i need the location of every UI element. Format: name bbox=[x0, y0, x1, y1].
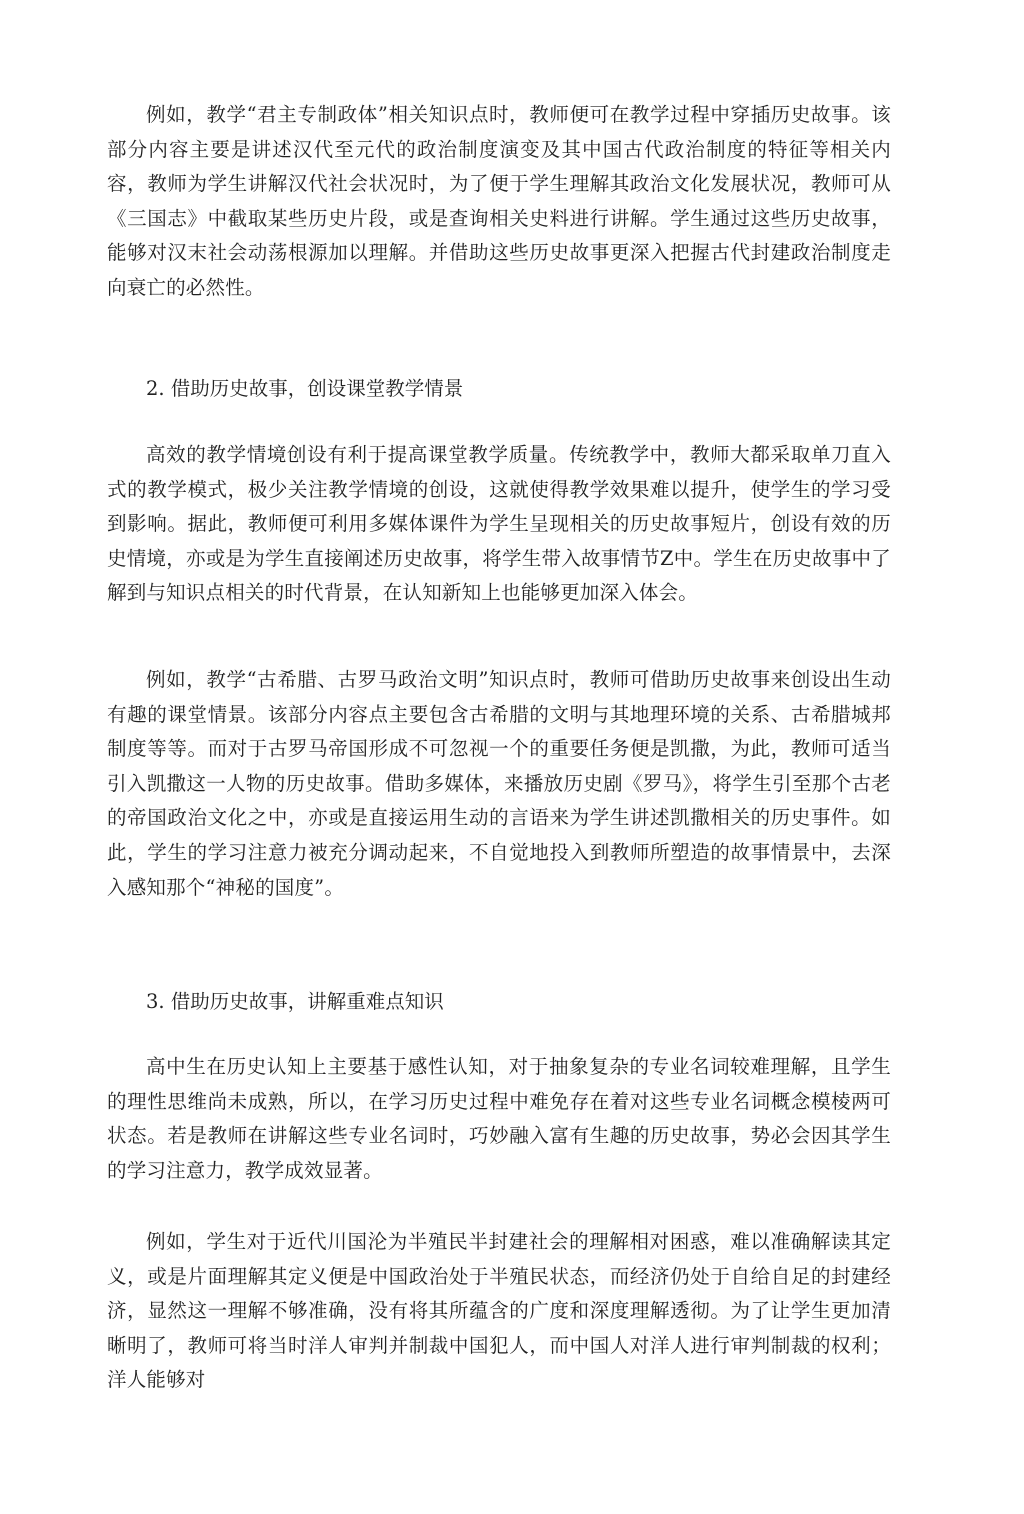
paragraph-semi-colonial-example: 例如，学生对于近代川国沦为半殖民半封建社会的理解相对困惑，难以准确解读其定义，或是片面理解其定义便是中国政治处于半殖民状态，而经济仍处于自给自足的封建经济，显然这一理解不够准确，没有将其所蕴含的广度和深度理解透彻。为了让学生更加清晰明了，教师可将当时洋人审判并制裁中国犯人，而中国人对洋人进行审判制裁的权利；洋人能够对 bbox=[107, 1230, 891, 1392]
section-heading-3: 3. 借助历史故事，讲解重难点知识 bbox=[146, 990, 444, 1013]
paragraph-greece-rome-example: 例如，教学“古希腊、古罗马政治文明”知识点时，教师可借助历史故事来创设出生动有趣的课堂情景。该部分内容点主要包含古希腊的文明与其地理环境的关系、古希腊城邦制度等等。而对于古罗马帝国形成不可忽视一个的重要任务便是凯撒，为此，教师可适当引入凯撒这一人物的历史故事。借助多媒体，来播放历史剧《罗马》，将学生引至那个古老的帝国政治文化之中，亦或是直接运用生动的言语来为学生讲述凯撒相关的历史事件。如此，学生的学习注意力被充分调动起来，不自觉地投入到教师所塑造的故事情景中，去深入感知那个“神秘的国度”。 bbox=[107, 668, 891, 899]
paragraph-teaching-context: 高效的教学情境创设有利于提高课堂教学质量。传统教学中，教师大都采取单刀直入式的教学模式，极少关注教学情境的创设，这就使得教学效果难以提升，使学生的学习受到影响。据此，教师便可利用多媒体课件为学生呈现相关的历史故事短片，创设有效的历史情境，亦或是为学生直接阐述历史故事，将学生带入故事情节Z中。学生在历史故事中了解到与知识点相关的时代背景，在认知新知上也能够更加深入体会。 bbox=[107, 443, 891, 605]
paragraph-key-knowledge: 高中生在历史认知上主要基于感性认知，对于抽象复杂的专业名词较难理解，且学生的理性思维尚未成熟，所以，在学习历史过程中难免存在着对这些专业名词概念模棱两可状态。若是教师在讲解这些专业名词时，巧妙融入富有生趣的历史故事，势必会因其学生的学习注意力，教学成效显著。 bbox=[107, 1055, 891, 1182]
section-heading-2: 2. 借助历史故事，创设课堂教学情景 bbox=[146, 377, 464, 400]
paragraph-monarchy-example: 例如，教学“君主专制政体”相关知识点时，教师便可在教学过程中穿插历史故事。该部分内容主要是讲述汉代至元代的政治制度演变及其中国古代政治制度的特征等相关内容，教师为学生讲解汉代社会状况时，为了便于学生理解其政治文化发展状况，教师可从《三国志》中截取某些历史片段，或是查询相关史料进行讲解。学生通过这些历史故事，能够对汉末社会动荡根源加以理解。并借助这些历史故事更深入把握古代封建政治制度走向衰亡的必然性。 bbox=[107, 103, 891, 299]
